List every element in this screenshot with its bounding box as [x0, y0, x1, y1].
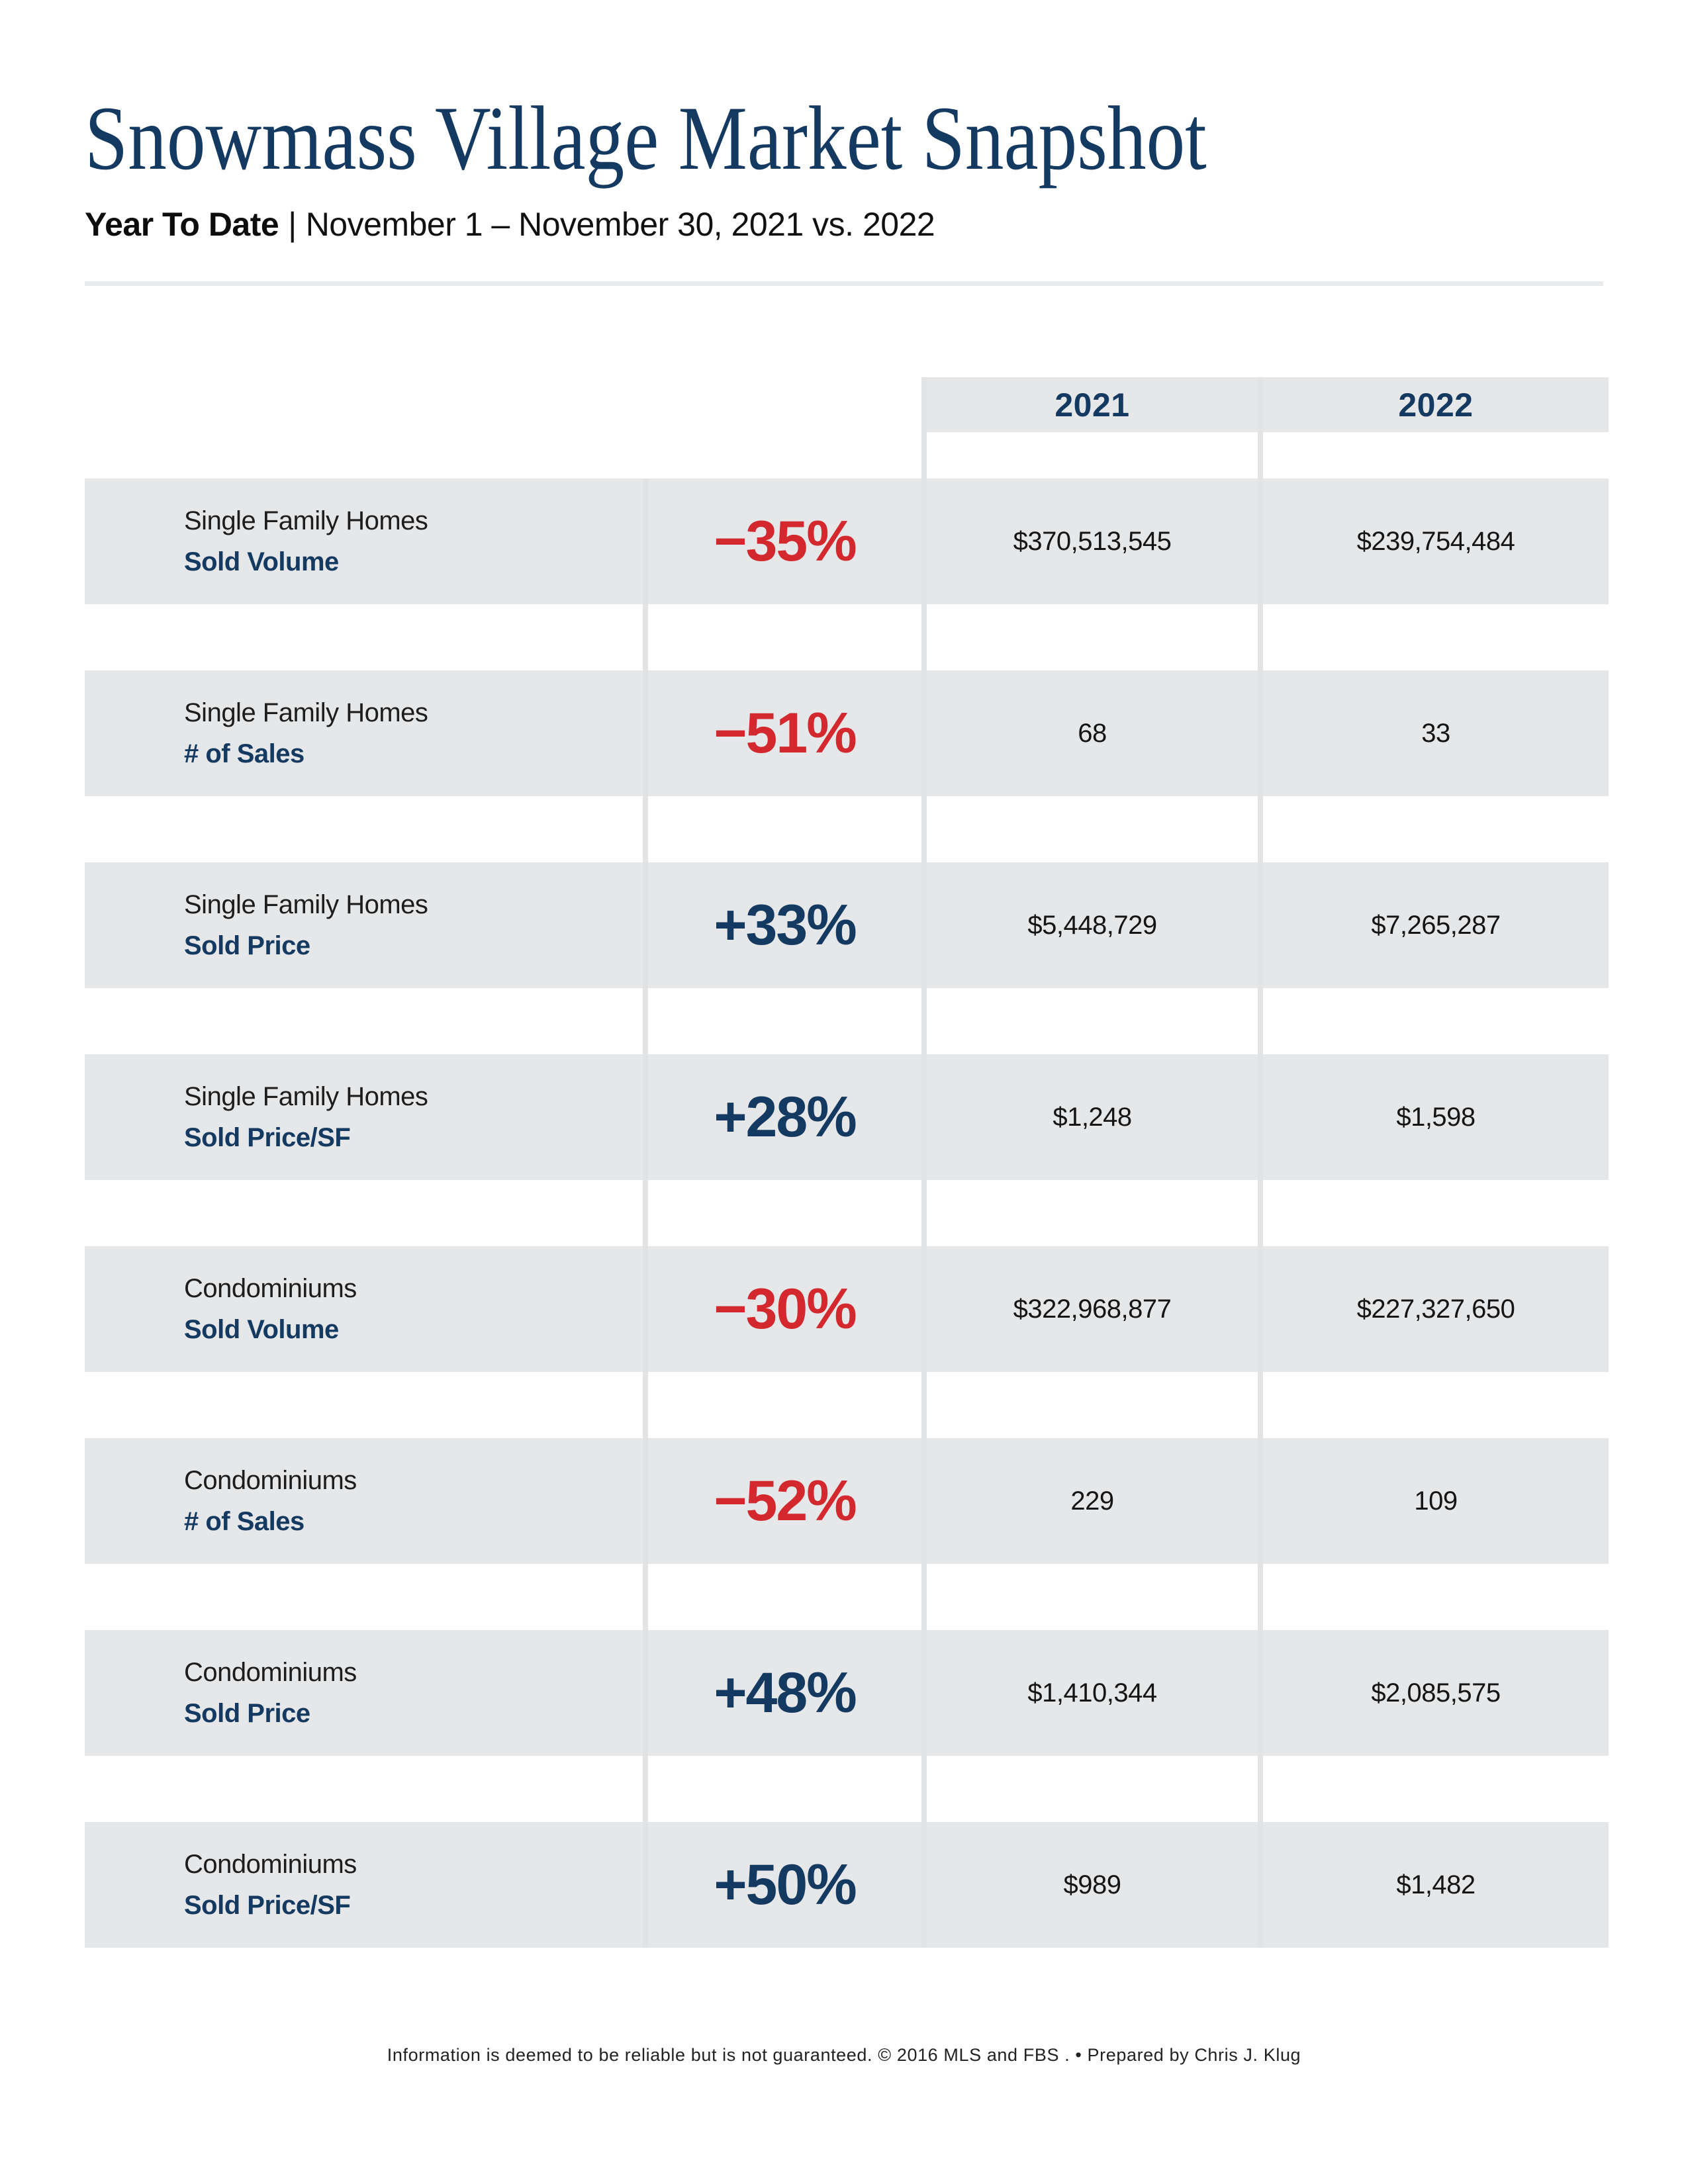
category-label: Single Family Homes — [184, 890, 428, 919]
page-title: Snowmass Village Market Snapshot — [85, 87, 1207, 189]
change-cell — [648, 670, 921, 796]
value-2022-cell — [1263, 1438, 1609, 1564]
metric-label: # of Sales — [184, 1507, 305, 1536]
change-percent: +28% — [714, 1085, 856, 1149]
report-subtitle — [85, 206, 935, 243]
change-percent: −51% — [714, 701, 856, 765]
value-2021-cell — [927, 1054, 1258, 1180]
value-2021-cell — [927, 1246, 1258, 1372]
metric-label: # of Sales — [184, 739, 305, 768]
value-2021: $1,248 — [1053, 1102, 1132, 1132]
value-2021-cell — [927, 1630, 1258, 1756]
category-label: Condominiums — [184, 1466, 357, 1495]
subtitle-date-range: November 1 – November 30, 2021 vs. 2022 — [305, 206, 935, 243]
change-percent: +33% — [714, 893, 856, 957]
row-label-cell — [85, 478, 643, 604]
value-2022: 109 — [1414, 1486, 1458, 1516]
table-row — [85, 1246, 1609, 1372]
value-2021: 68 — [1078, 718, 1107, 748]
value-2022-cell — [1263, 1630, 1609, 1756]
row-label-cell — [85, 670, 643, 796]
value-2021-cell — [927, 1438, 1258, 1564]
value-2022: $239,754,484 — [1356, 526, 1515, 556]
change-percent: +48% — [714, 1661, 856, 1725]
table-row — [85, 1438, 1609, 1564]
value-2021-cell — [927, 862, 1258, 988]
value-2021: $1,410,344 — [1027, 1678, 1157, 1707]
change-percent: −35% — [714, 509, 856, 573]
value-2021: $5,448,729 — [1027, 910, 1157, 940]
value-2022: $1,482 — [1396, 1870, 1476, 1899]
change-cell — [648, 1246, 921, 1372]
metric-label: Sold Price — [184, 931, 310, 960]
value-2022: $227,327,650 — [1356, 1294, 1515, 1324]
row-label-cell — [85, 1054, 643, 1180]
value-2022-cell — [1263, 1246, 1609, 1372]
value-2022-cell — [1263, 478, 1609, 604]
value-2021: $370,513,545 — [1013, 526, 1172, 556]
metric-label: Sold Price/SF — [184, 1891, 351, 1920]
row-label-cell — [85, 1822, 643, 1948]
table-row — [85, 1630, 1609, 1756]
change-cell — [648, 1054, 921, 1180]
value-2022: 33 — [1421, 718, 1450, 748]
value-2021-cell — [927, 478, 1258, 604]
change-percent: −30% — [714, 1277, 856, 1341]
value-2022: $1,598 — [1396, 1102, 1476, 1132]
value-2021: 229 — [1070, 1486, 1114, 1516]
subtitle-separator: | — [288, 206, 297, 243]
change-cell — [648, 478, 921, 604]
category-label: Condominiums — [184, 1658, 357, 1687]
market-stats-table — [85, 377, 1609, 1948]
value-2021-cell — [927, 670, 1258, 796]
value-2022-cell — [1263, 1822, 1609, 1948]
value-2021-cell — [927, 1822, 1258, 1948]
row-label-cell — [85, 1246, 643, 1372]
row-label-cell — [85, 1438, 643, 1564]
value-2021: $989 — [1063, 1870, 1121, 1899]
value-2022-cell — [1263, 862, 1609, 988]
table-row — [85, 478, 1609, 604]
metric-label: Sold Volume — [184, 1315, 339, 1344]
change-cell — [648, 1630, 921, 1756]
metric-label: Sold Price — [184, 1699, 310, 1728]
change-percent: −52% — [714, 1469, 856, 1533]
change-cell — [648, 1822, 921, 1948]
change-cell — [648, 862, 921, 988]
category-label: Single Family Homes — [184, 1082, 428, 1111]
footer-disclaimer: Information is deemed to be reliable but is not guaranteed. © 2016 MLS and FBS . • Prepared by Chris J. Klug — [387, 2045, 1301, 2065]
category-label: Single Family Homes — [184, 506, 428, 535]
category-label: Single Family Homes — [184, 698, 428, 727]
table-row — [85, 1054, 1609, 1180]
change-cell — [648, 1438, 921, 1564]
row-label-cell — [85, 862, 643, 988]
header-divider — [85, 281, 1603, 286]
value-2022-cell — [1263, 670, 1609, 796]
category-label: Condominiums — [184, 1274, 357, 1303]
category-label: Condominiums — [184, 1850, 357, 1879]
metric-label: Sold Volume — [184, 547, 339, 576]
value-2021: $322,968,877 — [1013, 1294, 1172, 1324]
column-header-2022: 2022 — [1263, 377, 1609, 432]
column-header-2021: 2021 — [927, 377, 1258, 432]
row-label-cell — [85, 1630, 643, 1756]
metric-label: Sold Price/SF — [184, 1123, 351, 1152]
value-2022: $7,265,287 — [1371, 910, 1501, 940]
subtitle-period-label: Year To Date — [85, 206, 279, 243]
table-row — [85, 670, 1609, 796]
change-percent: +50% — [714, 1852, 856, 1917]
table-row — [85, 862, 1609, 988]
table-row — [85, 1822, 1609, 1948]
value-2022-cell — [1263, 1054, 1609, 1180]
value-2022: $2,085,575 — [1371, 1678, 1501, 1707]
